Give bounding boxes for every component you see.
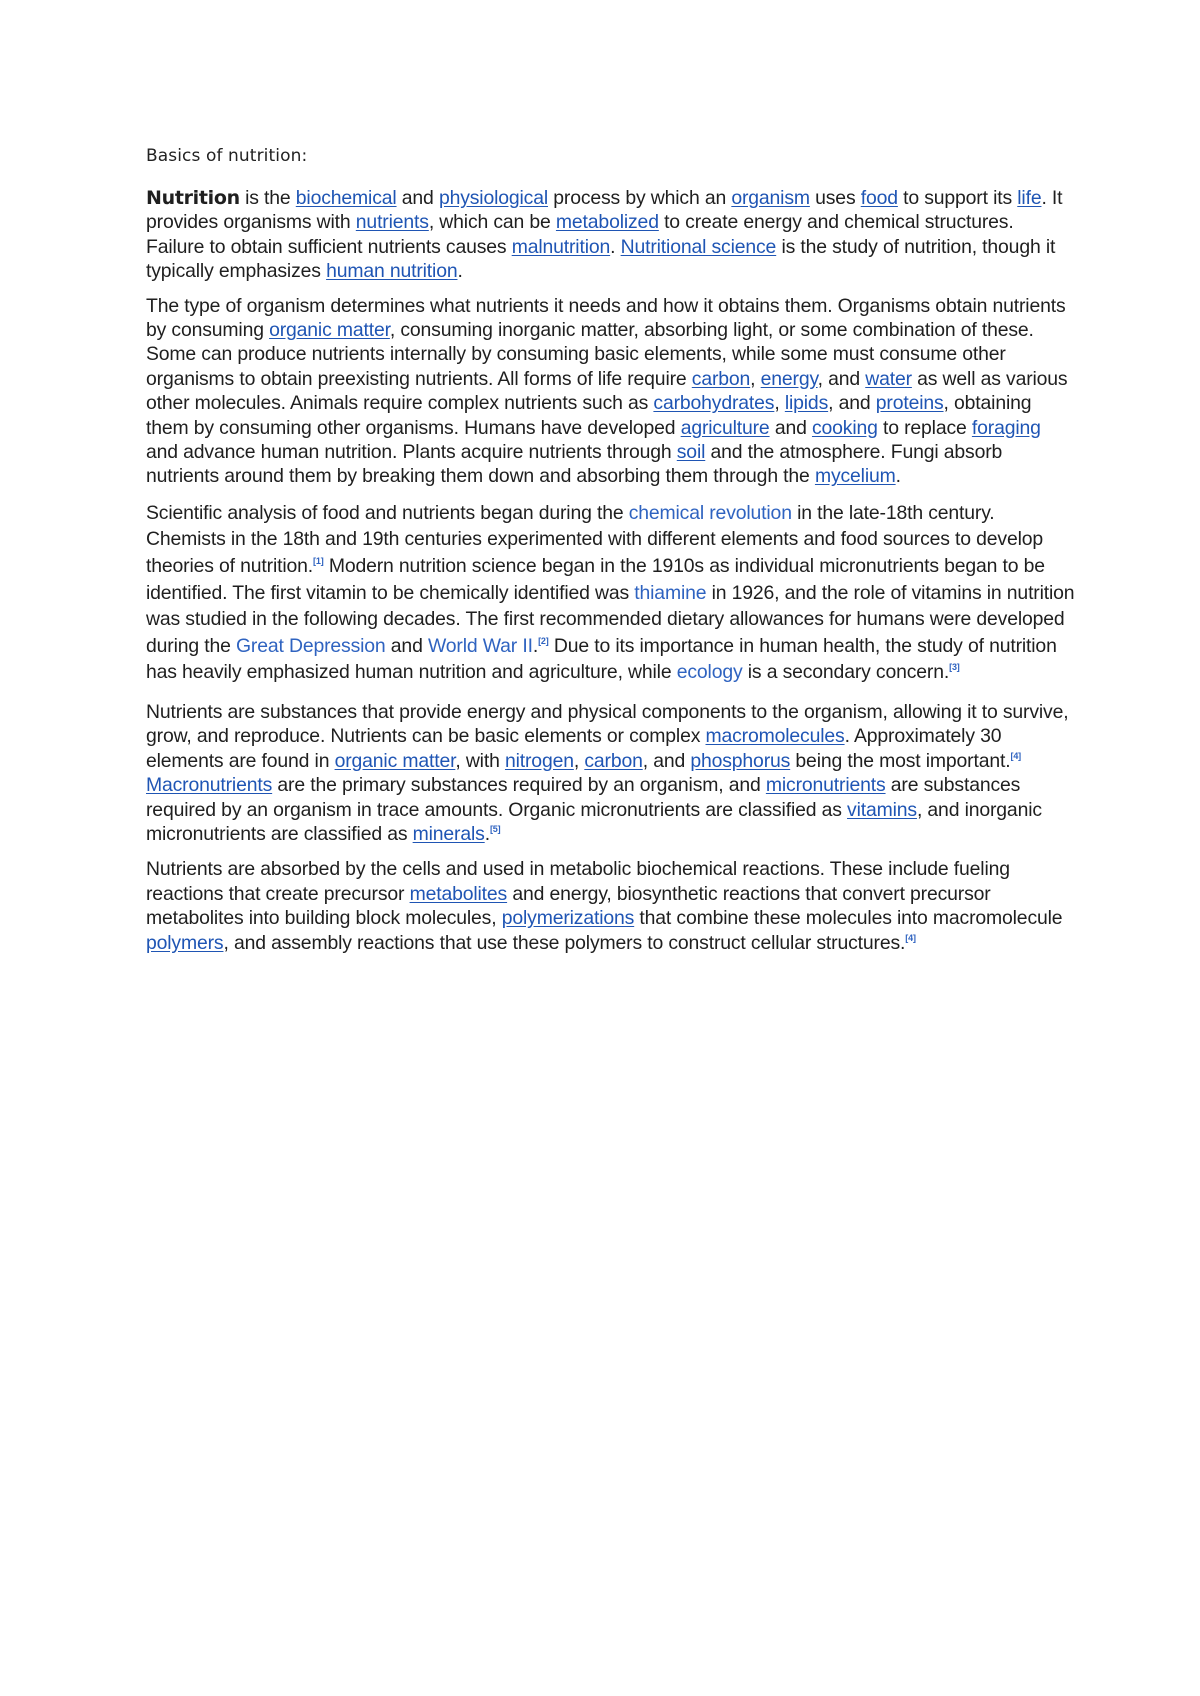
text: , which can be [428,211,556,234]
link-phosphorus[interactable]: phosphorus [690,749,791,772]
link-energy[interactable]: energy [760,367,818,390]
link-metabolites[interactable]: metabolites [409,882,508,905]
link-vitamins[interactable]: vitamins [847,798,917,821]
link-great-depression[interactable]: Great Depression [235,634,386,657]
citation-ref[interactable]: [4] [1010,750,1022,761]
text: to support its [897,187,1018,209]
text: , [750,367,761,390]
text: , [573,749,585,772]
link-macronutrients[interactable]: Macronutrients [146,774,273,797]
link-life[interactable]: life [1017,187,1042,209]
link-biochemical[interactable]: biochemical [295,187,397,209]
link-mycelium[interactable]: mycelium [814,465,896,488]
paragraph-absorption [146,857,1076,955]
text: are the primary substances required by an organism, and [272,774,766,797]
link-metabolized[interactable]: metabolized [555,211,659,234]
text: , obtaining them by consuming other organisms. Humans have developed [146,392,1032,439]
text: . It provides organisms with [146,187,1063,234]
paragraph-history [146,500,1076,686]
text: Modern nutrition science began in the 1910s as individual micronutrients began to be identified. The first vitamin to be chemically identified was [146,555,1045,604]
text: to replace [877,416,972,439]
citation-ref[interactable]: [3] [949,662,960,673]
citation-ref[interactable]: [5] [489,824,501,835]
link-minerals[interactable]: minerals [412,823,485,846]
text: , and inorganic micronutrients are classified as [146,798,1042,846]
text: that combine these molecules into macromolecule [634,907,1063,930]
text: The type of organism determines what nutrients it needs and how it obtains them. Organisms obtain nutrients by consuming [146,294,1066,342]
text: and energy, biosynthetic reactions that convert precursor metabolites into building block molecules, [146,882,991,930]
link-soil[interactable]: soil [676,441,706,464]
text: in 1926, and the role of vitamins in nutrition was studied in the following decades. The first recommended dietary allowances for humans were developed during the [146,581,1075,657]
link-ecology[interactable]: ecology [676,661,743,684]
text: as well as various other molecules. Animals require complex nutrients such as [146,367,1068,415]
text: . [895,465,901,488]
link-organic-matter[interactable]: organic matter [334,749,456,772]
link-water[interactable]: water [865,367,912,390]
text: . [457,260,463,283]
citation-ref[interactable]: [2] [538,635,549,646]
link-carbon[interactable]: carbon [584,749,643,772]
text: . Approximately 30 elements are found in [146,725,1002,772]
text: being the most important. [790,749,1011,772]
paragraph-nutrients [146,700,1076,846]
link-polymerizations[interactable]: polymerizations [501,907,635,930]
text: and [385,634,428,657]
lead-term: Nutrition [146,187,240,209]
link-malnutrition[interactable]: malnutrition [511,235,611,258]
link-nutritional-science[interactable]: Nutritional science [620,235,777,258]
text: is a secondary concern. [742,661,950,684]
link-lipids[interactable]: lipids [784,392,829,415]
text: and advance human nutrition. Plants acquire nutrients through [146,441,677,464]
citation-ref[interactable]: [4] [905,932,916,943]
document-heading: Basics of nutrition: [146,146,308,166]
text: and the atmosphere. Fungi absorb nutrients around them by breaking them down and absorbing them through the [146,441,1003,488]
text: Scientific analysis of food and nutrients began during the [146,501,629,524]
link-carbon[interactable]: carbon [691,367,751,390]
link-organism[interactable]: organism [731,187,810,209]
text: are substances required by an organism in trace amounts. Organic micronutrients are classified as [146,774,1021,821]
text: and [396,187,439,209]
text: , with [455,749,505,772]
link-polymers[interactable]: polymers [146,931,224,954]
text: , and assembly reactions that use these polymers to construct cellular structures. [223,931,906,954]
link-world-war-ii[interactable]: World War II [427,634,533,657]
text: Nutrients are substances that provide energy and physical components to the organism, allowing it to survive, grow, and reproduce. Nutrients can be basic elements or complex [146,701,1069,748]
text: . [484,823,490,846]
text: to create energy and chemical structures. Failure to obtain sufficient nutrients causes [146,211,1014,258]
text: , and [817,367,866,390]
link-physiological[interactable]: physiological [438,187,549,209]
link-nutrients[interactable]: nutrients [355,211,429,234]
text: uses [809,187,861,209]
paragraph-nutrition-definition [146,186,1076,284]
text: is the study of nutrition, though it typically emphasizes [146,235,1056,283]
link-micronutrients[interactable]: micronutrients [765,774,886,797]
link-macromolecules[interactable]: macromolecules [705,725,845,748]
link-agriculture[interactable]: agriculture [680,416,770,439]
text: and [769,416,812,439]
text: , [774,392,785,415]
link-nitrogen[interactable]: nitrogen [504,749,574,772]
text: process by which an [548,187,732,209]
text: Nutrients are absorbed by the cells and used in metabolic biochemical reactions. These include fueling reactions that create precursor [146,858,1010,905]
text: in the late-18th century. Chemists in the 18th and 19th centuries experimented with different elements and food sources to develop theories of nutrition. [146,501,1044,578]
text: , and [828,392,876,415]
link-organic-matter[interactable]: organic matter [269,319,390,342]
text: . [532,634,539,657]
link-chemical-revolution[interactable]: chemical revolution [628,501,792,524]
text: . [610,235,621,258]
link-cooking[interactable]: cooking [811,416,878,439]
text: , consuming inorganic matter, absorbing light, or some combination of these. Some can produce nutrients internally by consuming basic elements, while some must consume other organisms to obtain preexisting nutrients. All forms of life require [146,319,1034,390]
text: is the [239,187,296,209]
document-page [146,146,1076,955]
link-thiamine[interactable]: thiamine [634,581,707,604]
text: Due to its importance in human health, the study of nutrition has heavily emphasized human nutrition and agriculture, while [146,634,1057,684]
link-human-nutrition[interactable]: human nutrition [326,260,458,283]
paragraph-organism-types [146,294,1076,489]
link-carbohydrates[interactable]: carbohydrates [653,392,775,415]
link-foraging[interactable]: foraging [971,416,1041,439]
link-food[interactable]: food [860,187,898,209]
citation-ref[interactable]: [1] [313,556,324,567]
link-proteins[interactable]: proteins [875,392,944,415]
text: , and [642,749,691,772]
